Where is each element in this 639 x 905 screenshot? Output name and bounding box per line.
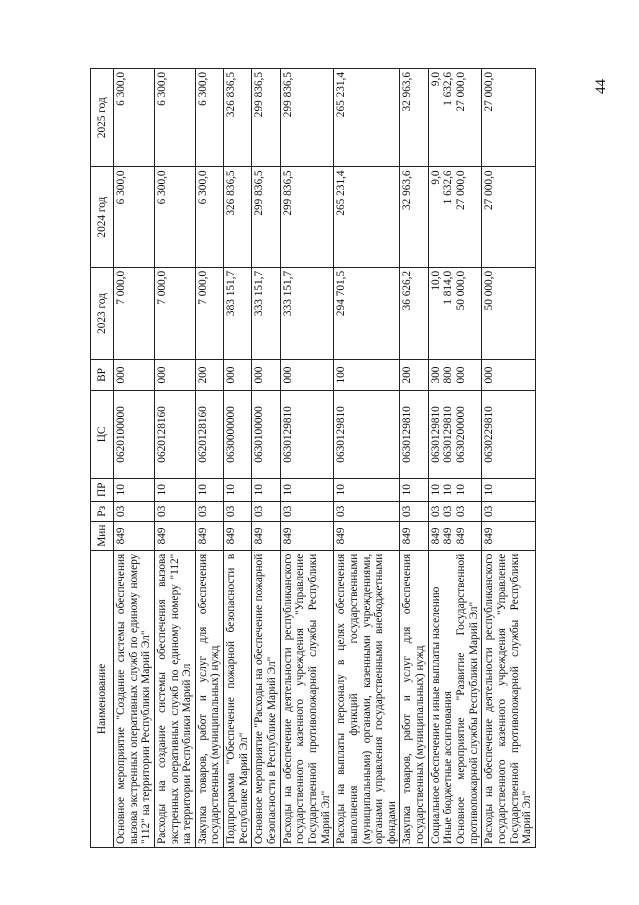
table-row — [114, 69, 155, 848]
row-pr: 10 — [114, 479, 155, 502]
header-rz: Рз — [91, 501, 114, 522]
row-2024: 9,0 1 632,6 27 000,0 — [428, 167, 482, 267]
page-number: 44 — [593, 79, 609, 94]
row-rz: 03 — [400, 501, 428, 522]
row-2025: 299 836,5 — [280, 69, 334, 167]
row-vr: 000 — [114, 360, 155, 391]
row-2024: 299 836,5 — [280, 167, 334, 267]
row-min: 849 — [195, 522, 223, 551]
row-min: 849 — [252, 522, 280, 551]
table-row — [154, 69, 195, 848]
table-row-merged — [428, 69, 482, 848]
table-row — [334, 69, 400, 848]
budget-table-container — [90, 68, 550, 848]
row-name: Основное мероприятие "Расходы на обеспечение пожарной безопасности в Республике Марий Эл" — [252, 550, 280, 847]
header-min: Мин — [91, 522, 114, 551]
row-2025: 326 836,5 — [224, 69, 252, 167]
row-pr: 10 10 10 — [428, 479, 482, 502]
row-vr: 000 — [280, 360, 334, 391]
row-cs: 0630229810 — [482, 390, 536, 478]
row-names-merged — [428, 550, 482, 847]
row-name: Подпрограмма "Обеспечение пожарной безопасности в Республике Марий Эл" — [224, 550, 252, 847]
row-cs: 0630129810 — [280, 390, 334, 478]
row-min: 849 — [482, 522, 536, 551]
row-cs: 0620128160 — [154, 390, 195, 478]
table-header-row — [91, 69, 114, 848]
row-2024: 326 836,5 — [224, 167, 252, 267]
row-vr: 300 800 000 — [428, 360, 482, 391]
row-rz: 03 — [334, 501, 400, 522]
row-name: Основное мероприятие "Создание системы обеспечения вызова экстренных оперативных служб по единому номеру "112" на территории Республики Марий Эл" — [114, 550, 155, 847]
row-name: Расходы на выплаты персоналу в целях обеспечения выполнения функций государственными (муниципальными) органами, казенными учреждениями, органами управления государственными внебюджетными фондами — [334, 550, 400, 847]
row-2024: 6 300,0 — [114, 167, 155, 267]
row-vr: 200 — [400, 360, 428, 391]
row-2025: 265 231,4 — [334, 69, 400, 167]
row-min: 849 — [114, 522, 155, 551]
table-row — [400, 69, 428, 848]
row-2025: 27 000,0 — [482, 69, 536, 167]
row-name: Закупка товаров, работ и услуг для обеспечения государственных (муниципальных) нужд — [400, 550, 428, 847]
row-vr: 000 — [154, 360, 195, 391]
row-vr: 000 — [482, 360, 536, 391]
row-pr: 10 — [334, 479, 400, 502]
row-pr: 10 — [224, 479, 252, 502]
row-2023: 7 000,0 — [195, 267, 223, 359]
row-2025: 6 300,0 — [195, 69, 223, 167]
row-name: Расходы на обеспечение деятельности республиканского государственного казенного учреждения "Управление Государственной противопожарной службы Республики Марий Эл" — [280, 550, 334, 847]
row-rz: 03 — [252, 501, 280, 522]
row-pr: 10 — [195, 479, 223, 502]
row-2025: 32 963,6 — [400, 69, 428, 167]
row-rz: 03 — [154, 501, 195, 522]
header-pr: ПР — [91, 479, 114, 502]
header-vr: ВР — [91, 360, 114, 391]
row-vr: 200 — [195, 360, 223, 391]
table-row — [252, 69, 280, 848]
header-2023: 2023 год — [91, 267, 114, 359]
header-2025: 2025 год — [91, 69, 114, 167]
row-2025: 9,0 1 632,6 27 000,0 — [428, 69, 482, 167]
header-2024: 2024 год — [91, 167, 114, 267]
row-rz: 03 — [114, 501, 155, 522]
row-2024: 6 300,0 — [195, 167, 223, 267]
row-rz: 03 — [482, 501, 536, 522]
row-2025: 6 300,0 — [114, 69, 155, 167]
row-name: Закупка товаров, работ и услуг для обеспечения государственных (муниципальных) нужд — [195, 550, 223, 847]
row-rz: 03 03 03 — [428, 501, 482, 522]
row-2024: 6 300,0 — [154, 167, 195, 267]
row-name: Основное мероприятие "Развитие Государственной противопожарной службы Республики Марий Эл" — [455, 553, 480, 844]
row-2024: 32 963,6 — [400, 167, 428, 267]
row-pr: 10 — [154, 479, 195, 502]
row-min: 849 — [154, 522, 195, 551]
row-min: 849 — [224, 522, 252, 551]
row-vr: 000 — [252, 360, 280, 391]
row-cs: 0630129810 — [334, 390, 400, 478]
row-rz: 03 — [195, 501, 223, 522]
row-rz: 03 — [280, 501, 334, 522]
row-2023: 294 701,5 — [334, 267, 400, 359]
row-2025: 6 300,0 — [154, 69, 195, 167]
header-cs: ЦС — [91, 390, 114, 478]
row-min: 849 — [280, 522, 334, 551]
table-row — [224, 69, 252, 848]
row-cs: 0620128160 — [195, 390, 223, 478]
row-cs: 0630000000 — [224, 390, 252, 478]
row-min: 849 — [334, 522, 400, 551]
budget-table — [90, 68, 536, 848]
row-vr: 000 — [224, 360, 252, 391]
row-cs: 0630129810 — [400, 390, 428, 478]
table-row — [280, 69, 334, 848]
row-2023: 7 000,0 — [154, 267, 195, 359]
row-min: 849 — [400, 522, 428, 551]
row-2023: 10,0 1 814,0 50 000,0 — [428, 267, 482, 359]
row-name: Социальное обеспечение и иные выплаты населению — [429, 586, 442, 844]
row-cs: 0630100000 — [252, 390, 280, 478]
row-2024: 27 000,0 — [482, 167, 536, 267]
row-pr: 10 — [252, 479, 280, 502]
row-pr: 10 — [280, 479, 334, 502]
row-2024: 265 231,4 — [334, 167, 400, 267]
row-2023: 50 000,0 — [482, 267, 536, 359]
table-row — [482, 69, 536, 848]
row-2023: 36 626,2 — [400, 267, 428, 359]
row-rz: 03 — [224, 501, 252, 522]
row-name: Расходы на создание системы обеспечения вызова экстренных оперативных служб по единому номеру "112" на территории Республики Марий Эл — [154, 550, 195, 847]
row-2025: 299 836,5 — [252, 69, 280, 167]
row-2023: 333 151,7 — [252, 267, 280, 359]
row-2023: 7 000,0 — [114, 267, 155, 359]
row-2023: 333 151,7 — [280, 267, 334, 359]
row-pr: 10 — [482, 479, 536, 502]
row-vr: 100 — [334, 360, 400, 391]
row-cs: 0630129810 0630129810 0630200000 — [428, 390, 482, 478]
row-2023: 383 151,7 — [224, 267, 252, 359]
row-min: 849 849 849 — [428, 522, 482, 551]
row-name: Расходы на обеспечение деятельности республиканского государственного казенного учреждения "Управление Государственной противопожарной службы Республики Марий Эл" — [482, 550, 536, 847]
row-2024: 299 836,5 — [252, 167, 280, 267]
header-name: Наименование — [91, 550, 114, 847]
row-name: Иные бюджетные ассигнования — [442, 691, 455, 844]
row-cs: 0620100000 — [114, 390, 155, 478]
table-row — [195, 69, 223, 848]
row-pr: 10 — [400, 479, 428, 502]
